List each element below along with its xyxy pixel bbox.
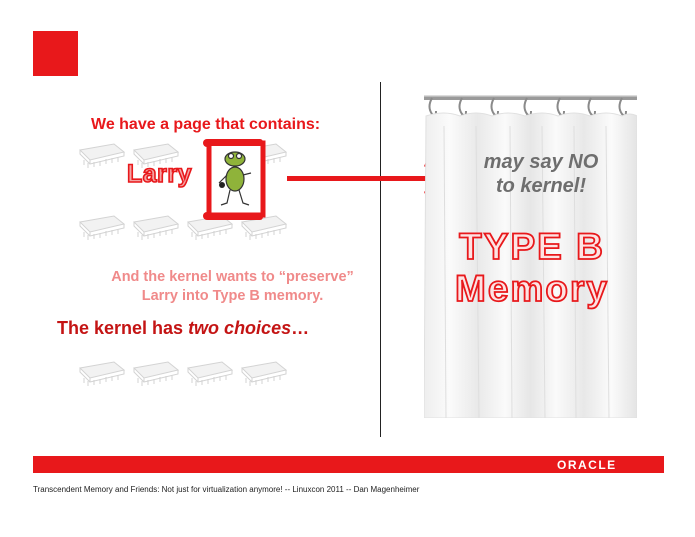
choices-emphasis: two choices bbox=[188, 318, 292, 338]
larry-label: Larry bbox=[127, 160, 193, 188]
vertical-divider bbox=[380, 82, 381, 437]
page-heading: We have a page that contains: bbox=[91, 116, 321, 133]
type-b-memory-label bbox=[437, 226, 627, 310]
curtain-caption-line2: to kernel! bbox=[495, 175, 587, 197]
memory-chip-icon bbox=[74, 210, 128, 244]
kernel-preserve-text bbox=[60, 268, 405, 306]
memory-chip-icon bbox=[74, 138, 128, 172]
memory-chip-icon bbox=[236, 356, 290, 390]
memory-line: Memory bbox=[455, 268, 609, 309]
memory-chip-icon bbox=[74, 356, 128, 390]
preserve-line1: And the kernel wants to “preserve” bbox=[111, 269, 354, 285]
kernel-choices-text bbox=[57, 318, 309, 339]
footer-text: Transcendent Memory and Friends: Not just for virtualization anymore! -- Linuxcon 2011 -- Dan Magenheimer bbox=[33, 485, 420, 494]
curtain-caption-line1: may say NO bbox=[483, 151, 599, 173]
memory-chip-icon bbox=[128, 210, 182, 244]
oracle-logo: ORACLE bbox=[557, 458, 617, 472]
red-square-decoration bbox=[33, 31, 78, 76]
curtain-caption bbox=[456, 150, 626, 198]
type-b-line: TYPE B bbox=[459, 226, 605, 267]
larry-scroll-icon bbox=[201, 137, 267, 222]
memory-chip-icon bbox=[128, 356, 182, 390]
memory-chip-icon bbox=[182, 356, 236, 390]
choices-prefix: The kernel has bbox=[57, 318, 189, 338]
preserve-line2: Larry into Type B memory. bbox=[141, 288, 324, 304]
choices-suffix: … bbox=[291, 318, 310, 338]
